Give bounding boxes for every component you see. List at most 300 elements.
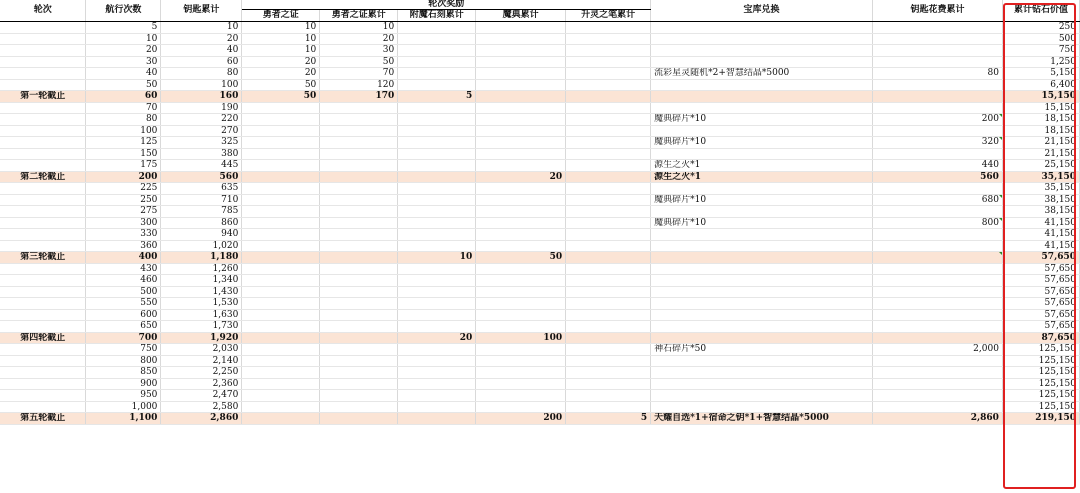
voyages-cell[interactable]: 225 [86,183,161,195]
proof-cell[interactable] [242,102,320,114]
magic-cell[interactable] [476,33,566,45]
magic-cell[interactable] [476,102,566,114]
magic-cell[interactable] [476,344,566,356]
voyages-cell[interactable]: 30 [86,56,161,68]
voyages-cell[interactable]: 10 [86,33,161,45]
voyages-cell[interactable]: 5 [86,22,161,34]
magic-cell[interactable] [476,160,566,172]
magic-cell[interactable] [476,401,566,413]
proof-total-cell[interactable] [320,275,398,287]
voyages-cell[interactable]: 800 [86,355,161,367]
enchant-cell[interactable] [398,56,476,68]
diamond-cell[interactable]: 35,150 [1002,171,1079,183]
enchant-cell[interactable] [398,137,476,149]
ascend-cell[interactable] [566,160,651,172]
cost-cell[interactable] [873,263,1003,275]
cost-cell[interactable] [873,355,1003,367]
proof-cell[interactable] [242,332,320,344]
enchant-cell[interactable] [398,68,476,80]
magic-cell[interactable] [476,56,566,68]
ascend-cell[interactable] [566,125,651,137]
voyages-cell[interactable]: 250 [86,194,161,206]
diamond-cell[interactable]: 125,150 [1002,355,1079,367]
diamond-cell[interactable]: 57,650 [1002,321,1079,333]
diamond-cell[interactable]: 125,150 [1002,401,1079,413]
keys-cell[interactable]: 190 [161,102,242,114]
proof-total-cell[interactable] [320,401,398,413]
magic-cell[interactable] [476,183,566,195]
magic-cell[interactable] [476,229,566,241]
round-cell[interactable] [0,344,86,356]
magic-cell[interactable] [476,240,566,252]
vault-cell[interactable] [651,298,873,310]
enchant-cell[interactable] [398,344,476,356]
diamond-cell[interactable]: 5,150 [1002,68,1079,80]
proof-cell[interactable] [242,206,320,218]
voyages-cell[interactable]: 400 [86,252,161,264]
proof-total-cell[interactable] [320,298,398,310]
ascend-cell[interactable] [566,263,651,275]
proof-cell[interactable] [242,309,320,321]
diamond-cell[interactable]: 6,400 [1002,79,1079,91]
proof-cell[interactable] [242,390,320,402]
magic-cell[interactable] [476,298,566,310]
voyages-cell[interactable]: 200 [86,171,161,183]
round-cell[interactable] [0,298,86,310]
round-cell[interactable] [0,137,86,149]
ascend-cell[interactable] [566,33,651,45]
ascend-cell[interactable] [566,114,651,126]
vault-cell[interactable] [651,102,873,114]
ascend-cell[interactable] [566,390,651,402]
diamond-cell[interactable]: 35,150 [1002,183,1079,195]
round-cell[interactable] [0,22,86,34]
ascend-cell[interactable] [566,148,651,160]
enchant-cell[interactable] [398,33,476,45]
keys-cell[interactable]: 10 [161,22,242,34]
keys-cell[interactable]: 270 [161,125,242,137]
proof-total-cell[interactable] [320,378,398,390]
round-cell[interactable] [0,378,86,390]
proof-total-cell[interactable]: 50 [320,56,398,68]
ascend-cell[interactable] [566,171,651,183]
voyages-cell[interactable]: 20 [86,45,161,57]
round-cell[interactable]: 第二轮截止 [0,171,86,183]
keys-cell[interactable]: 2,030 [161,344,242,356]
proof-cell[interactable] [242,148,320,160]
cost-cell[interactable] [873,332,1003,344]
magic-cell[interactable] [476,22,566,34]
vault-cell[interactable] [651,378,873,390]
keys-cell[interactable]: 2,140 [161,355,242,367]
proof-total-cell[interactable] [320,160,398,172]
enchant-cell[interactable] [398,286,476,298]
proof-cell[interactable]: 50 [242,91,320,103]
enchant-cell[interactable] [398,148,476,160]
cost-cell[interactable] [873,229,1003,241]
proof-total-cell[interactable] [320,344,398,356]
magic-cell[interactable] [476,45,566,57]
cost-cell[interactable]: 440 [873,160,1003,172]
proof-cell[interactable] [242,114,320,126]
enchant-cell[interactable]: 10 [398,252,476,264]
cost-cell[interactable] [873,252,1003,264]
voyages-cell[interactable]: 60 [86,91,161,103]
proof-total-cell[interactable]: 30 [320,45,398,57]
keys-cell[interactable]: 635 [161,183,242,195]
vault-cell[interactable] [651,401,873,413]
voyages-cell[interactable]: 500 [86,286,161,298]
ascend-cell[interactable] [566,22,651,34]
vault-cell[interactable] [651,183,873,195]
cost-cell[interactable]: 320 [873,137,1003,149]
proof-total-cell[interactable]: 120 [320,79,398,91]
proof-cell[interactable] [242,171,320,183]
vault-cell[interactable]: 魔典碎片*10 [651,217,873,229]
vault-cell[interactable] [651,309,873,321]
vault-cell[interactable] [651,275,873,287]
cost-cell[interactable] [873,183,1003,195]
proof-cell[interactable] [242,286,320,298]
cost-cell[interactable]: 80 [873,68,1003,80]
ascend-cell[interactable] [566,240,651,252]
magic-cell[interactable] [476,137,566,149]
proof-total-cell[interactable] [320,263,398,275]
ascend-cell[interactable] [566,321,651,333]
round-cell[interactable] [0,229,86,241]
voyages-cell[interactable]: 150 [86,148,161,160]
proof-total-cell[interactable] [320,309,398,321]
round-cell[interactable]: 第一轮截止 [0,91,86,103]
proof-total-cell[interactable] [320,252,398,264]
magic-cell[interactable] [476,367,566,379]
proof-cell[interactable] [242,355,320,367]
ascend-cell[interactable] [566,275,651,287]
ascend-cell[interactable] [566,45,651,57]
voyages-cell[interactable]: 460 [86,275,161,287]
proof-total-cell[interactable] [320,390,398,402]
proof-total-cell[interactable] [320,367,398,379]
proof-cell[interactable]: 10 [242,45,320,57]
diamond-cell[interactable]: 21,150 [1002,137,1079,149]
ascend-cell[interactable] [566,401,651,413]
keys-cell[interactable]: 20 [161,33,242,45]
enchant-cell[interactable] [398,217,476,229]
diamond-cell[interactable]: 38,150 [1002,194,1079,206]
magic-cell[interactable] [476,91,566,103]
ascend-cell[interactable] [566,367,651,379]
proof-total-cell[interactable]: 10 [320,22,398,34]
voyages-cell[interactable]: 80 [86,114,161,126]
magic-cell[interactable] [476,217,566,229]
voyages-cell[interactable]: 1,000 [86,401,161,413]
voyages-cell[interactable]: 175 [86,160,161,172]
keys-cell[interactable]: 710 [161,194,242,206]
enchant-cell[interactable] [398,378,476,390]
vault-cell[interactable] [651,45,873,57]
keys-cell[interactable]: 785 [161,206,242,218]
ascend-cell[interactable] [566,378,651,390]
round-cell[interactable] [0,401,86,413]
proof-total-cell[interactable] [320,171,398,183]
cost-cell[interactable] [873,206,1003,218]
proof-cell[interactable] [242,183,320,195]
round-cell[interactable] [0,217,86,229]
diamond-cell[interactable]: 125,150 [1002,367,1079,379]
keys-cell[interactable]: 60 [161,56,242,68]
cost-cell[interactable]: 560 [873,171,1003,183]
keys-cell[interactable]: 2,470 [161,390,242,402]
enchant-cell[interactable] [398,206,476,218]
proof-total-cell[interactable] [320,125,398,137]
cost-cell[interactable]: 200 [873,114,1003,126]
vault-cell[interactable] [651,206,873,218]
ascend-cell[interactable] [566,194,651,206]
proof-total-cell[interactable] [320,332,398,344]
ascend-cell[interactable] [566,183,651,195]
enchant-cell[interactable] [398,390,476,402]
diamond-cell[interactable]: 18,150 [1002,114,1079,126]
magic-cell[interactable]: 20 [476,171,566,183]
cost-cell[interactable] [873,33,1003,45]
keys-cell[interactable]: 2,580 [161,401,242,413]
cost-cell[interactable] [873,56,1003,68]
cost-cell[interactable] [873,79,1003,91]
voyages-cell[interactable]: 275 [86,206,161,218]
diamond-cell[interactable]: 41,150 [1002,229,1079,241]
vault-cell[interactable]: 魔典碎片*10 [651,194,873,206]
cost-cell[interactable] [873,367,1003,379]
vault-cell[interactable] [651,332,873,344]
ascend-cell[interactable] [566,79,651,91]
enchant-cell[interactable] [398,183,476,195]
vault-cell[interactable] [651,33,873,45]
magic-cell[interactable] [476,378,566,390]
cost-cell[interactable] [873,102,1003,114]
keys-cell[interactable]: 40 [161,45,242,57]
cost-cell[interactable] [873,91,1003,103]
proof-total-cell[interactable]: 170 [320,91,398,103]
diamond-cell[interactable]: 57,650 [1002,309,1079,321]
cost-cell[interactable] [873,401,1003,413]
vault-cell[interactable]: 魔典碎片*10 [651,137,873,149]
proof-cell[interactable] [242,298,320,310]
ascend-cell[interactable] [566,229,651,241]
round-cell[interactable] [0,125,86,137]
voyages-cell[interactable]: 300 [86,217,161,229]
enchant-cell[interactable] [398,309,476,321]
keys-cell[interactable]: 860 [161,217,242,229]
voyages-cell[interactable]: 430 [86,263,161,275]
diamond-cell[interactable]: 57,650 [1002,298,1079,310]
round-cell[interactable] [0,102,86,114]
proof-cell[interactable] [242,275,320,287]
vault-cell[interactable] [651,263,873,275]
vault-cell[interactable] [651,56,873,68]
magic-cell[interactable] [476,148,566,160]
keys-cell[interactable]: 1,920 [161,332,242,344]
keys-cell[interactable]: 560 [161,171,242,183]
proof-cell[interactable] [242,252,320,264]
vault-cell[interactable] [651,321,873,333]
proof-cell[interactable] [242,137,320,149]
round-cell[interactable] [0,183,86,195]
enchant-cell[interactable]: 5 [398,91,476,103]
enchant-cell[interactable] [398,413,476,425]
ascend-cell[interactable] [566,68,651,80]
diamond-cell[interactable]: 57,650 [1002,252,1079,264]
cost-cell[interactable]: 680 [873,194,1003,206]
enchant-cell[interactable] [398,171,476,183]
vault-cell[interactable] [651,22,873,34]
voyages-cell[interactable]: 100 [86,125,161,137]
vault-cell[interactable] [651,148,873,160]
keys-cell[interactable]: 1,340 [161,275,242,287]
diamond-cell[interactable]: 25,150 [1002,160,1079,172]
cost-cell[interactable] [873,275,1003,287]
proof-total-cell[interactable] [320,183,398,195]
enchant-cell[interactable] [398,160,476,172]
ascend-cell[interactable] [566,309,651,321]
enchant-cell[interactable] [398,240,476,252]
ascend-cell[interactable] [566,252,651,264]
keys-cell[interactable]: 2,360 [161,378,242,390]
vault-cell[interactable] [651,252,873,264]
round-cell[interactable] [0,33,86,45]
round-cell[interactable]: 第四轮截止 [0,332,86,344]
proof-cell[interactable] [242,240,320,252]
proof-cell[interactable]: 20 [242,56,320,68]
proof-total-cell[interactable] [320,413,398,425]
vault-cell[interactable]: 魔典碎片*10 [651,114,873,126]
vault-cell[interactable]: 神石碎片*50 [651,344,873,356]
voyages-cell[interactable]: 50 [86,79,161,91]
vault-cell[interactable]: 源生之火*1 [651,171,873,183]
diamond-cell[interactable]: 87,650 [1002,332,1079,344]
diamond-cell[interactable]: 15,150 [1002,102,1079,114]
proof-cell[interactable]: 10 [242,33,320,45]
cost-cell[interactable] [873,390,1003,402]
vault-cell[interactable] [651,240,873,252]
enchant-cell[interactable] [398,114,476,126]
enchant-cell[interactable]: 20 [398,332,476,344]
cost-cell[interactable] [873,378,1003,390]
magic-cell[interactable] [476,125,566,137]
cost-cell[interactable] [873,148,1003,160]
cost-cell[interactable] [873,298,1003,310]
ascend-cell[interactable] [566,206,651,218]
proof-total-cell[interactable] [320,286,398,298]
enchant-cell[interactable] [398,355,476,367]
voyages-cell[interactable]: 360 [86,240,161,252]
proof-total-cell[interactable] [320,137,398,149]
proof-cell[interactable] [242,378,320,390]
keys-cell[interactable]: 380 [161,148,242,160]
proof-total-cell[interactable] [320,114,398,126]
proof-total-cell[interactable]: 20 [320,33,398,45]
keys-cell[interactable]: 1,180 [161,252,242,264]
diamond-cell[interactable]: 500 [1002,33,1079,45]
ascend-cell[interactable] [566,332,651,344]
proof-total-cell[interactable] [320,240,398,252]
proof-total-cell[interactable] [320,217,398,229]
diamond-cell[interactable]: 1,250 [1002,56,1079,68]
enchant-cell[interactable] [398,298,476,310]
magic-cell[interactable]: 50 [476,252,566,264]
round-cell[interactable]: 第三轮截止 [0,252,86,264]
cost-cell[interactable] [873,240,1003,252]
proof-cell[interactable]: 20 [242,68,320,80]
magic-cell[interactable] [476,321,566,333]
voyages-cell[interactable]: 650 [86,321,161,333]
voyages-cell[interactable]: 1,100 [86,413,161,425]
cost-cell[interactable] [873,45,1003,57]
diamond-cell[interactable]: 41,150 [1002,240,1079,252]
cost-cell[interactable] [873,309,1003,321]
keys-cell[interactable]: 2,860 [161,413,242,425]
ascend-cell[interactable] [566,102,651,114]
keys-cell[interactable]: 1,430 [161,286,242,298]
round-cell[interactable] [0,367,86,379]
round-cell[interactable] [0,390,86,402]
round-cell[interactable] [0,275,86,287]
enchant-cell[interactable] [398,401,476,413]
round-cell[interactable] [0,194,86,206]
proof-total-cell[interactable] [320,194,398,206]
magic-cell[interactable] [476,114,566,126]
enchant-cell[interactable] [398,45,476,57]
proof-total-cell[interactable]: 70 [320,68,398,80]
keys-cell[interactable]: 220 [161,114,242,126]
magic-cell[interactable] [476,355,566,367]
keys-cell[interactable]: 160 [161,91,242,103]
enchant-cell[interactable] [398,102,476,114]
diamond-cell[interactable]: 21,150 [1002,148,1079,160]
voyages-cell[interactable]: 550 [86,298,161,310]
keys-cell[interactable]: 325 [161,137,242,149]
voyages-cell[interactable]: 600 [86,309,161,321]
proof-cell[interactable] [242,160,320,172]
round-cell[interactable] [0,240,86,252]
ascend-cell[interactable] [566,344,651,356]
diamond-cell[interactable]: 41,150 [1002,217,1079,229]
diamond-cell[interactable]: 57,650 [1002,275,1079,287]
magic-cell[interactable] [476,309,566,321]
keys-cell[interactable]: 940 [161,229,242,241]
diamond-cell[interactable]: 38,150 [1002,206,1079,218]
magic-cell[interactable] [476,286,566,298]
round-cell[interactable] [0,321,86,333]
magic-cell[interactable] [476,194,566,206]
round-cell[interactable] [0,68,86,80]
voyages-cell[interactable]: 900 [86,378,161,390]
ascend-cell[interactable] [566,355,651,367]
vault-cell[interactable] [651,79,873,91]
round-cell[interactable] [0,263,86,275]
proof-cell[interactable] [242,194,320,206]
proof-cell[interactable] [242,321,320,333]
enchant-cell[interactable] [398,321,476,333]
vault-cell[interactable] [651,367,873,379]
magic-cell[interactable]: 200 [476,413,566,425]
voyages-cell[interactable]: 40 [86,68,161,80]
enchant-cell[interactable] [398,79,476,91]
proof-total-cell[interactable] [320,206,398,218]
keys-cell[interactable]: 445 [161,160,242,172]
magic-cell[interactable]: 100 [476,332,566,344]
keys-cell[interactable]: 100 [161,79,242,91]
magic-cell[interactable] [476,263,566,275]
